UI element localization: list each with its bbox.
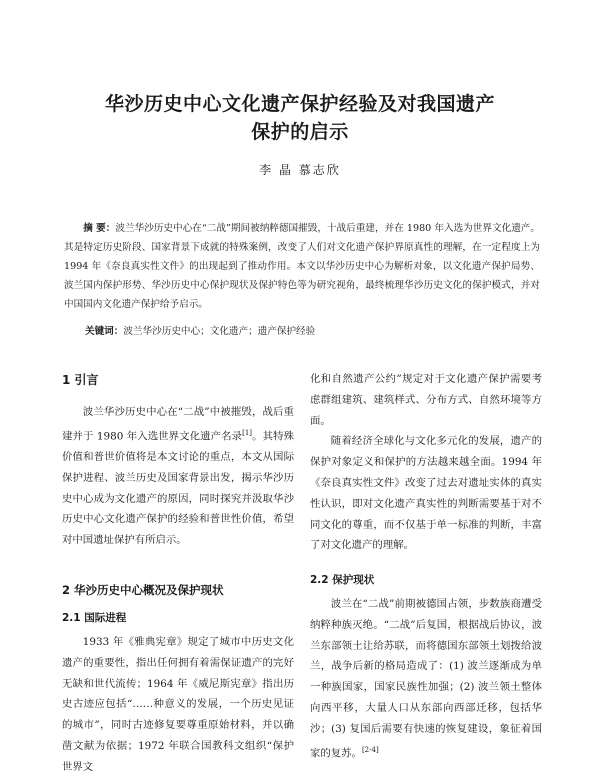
authors: 李 晶 慕志欣 bbox=[259, 163, 341, 177]
right-column-top bbox=[310, 369, 542, 556]
section-1-paragraph bbox=[62, 402, 294, 551]
keywords-label: 关键词： bbox=[85, 326, 124, 337]
section-2-1-body bbox=[62, 632, 294, 778]
keywords-text: 波兰华沙历史中心；文化遗产；遗产保护经验 bbox=[123, 326, 316, 337]
abstract bbox=[64, 219, 540, 314]
paper-title bbox=[40, 90, 560, 146]
section-2-2-heading: 2.2 保护现状 bbox=[310, 574, 375, 586]
citation-2-4: [2-4] bbox=[361, 745, 379, 754]
section-1-text-a: 波兰华沙历史中心在“二战”中被摧毁，战后重建并于 1980 年入选世界文化遗产名录 bbox=[62, 406, 294, 443]
section-2-1-paragraph: 1933 年《雅典宪章》规定了城市中历史文化遗产的重要性，指出任何拥有着需保证遗产的完好无缺和世代流传；1964 年《威尼斯宪章》指出历史古迹应包括“……种意义的发展，一个历史见证的城市”，同时古迹修复要尊重原始材料，并以确凿文献为依据；1972 年联合国教科文组织“保护世界文 bbox=[62, 636, 294, 773]
section-2-2-paragraph bbox=[310, 594, 542, 764]
section-2-heading: 2 华沙历史中心概况及保护现状 bbox=[62, 583, 224, 597]
section-2-2-body bbox=[310, 594, 542, 764]
section-1-text-b: 。其特殊价值和普世价值将是本文讨论的重点，本文从国际保护进程、波兰历史及国家背景出发，揭示华沙历史中心成为文化遗产的原因，同时探究并汲取华沙历史中心文化遗产保护的经验和普世性价值，希望对中国遗址保护有所启示。 bbox=[62, 430, 294, 547]
abstract-text: 波兰华沙历史中心在“二战”期间被纳粹德国摧毁，十战后重建，并在 1980 年入选为世界文化遗产。其是特定历史阶段、国家背景下成就的特殊案例，改变了人们对文化遗产保护界原真性的理解，在一定程度上为 1994 年《奈良真实性文件》的出现起到了推动作用。本文以华沙历史中心为解析对象，以文化遗产保护局势、波兰国内保护形势、华沙历史中心保护现状及保护特色等为研究视角，最终梳理华沙历史文化的保护模式，并对中国国内文化遗产保护给予启示。 bbox=[64, 223, 541, 310]
keywords bbox=[85, 323, 315, 337]
continued-paragraph: 化和自然遗产公约”规定对于文化遗产保护需要考虑群组建筑、建筑样式、分布方式、自然环境等方面。 bbox=[310, 373, 542, 427]
section-2-1-heading: 2.1 国际进程 bbox=[62, 612, 127, 624]
section-1-heading: 1 引言 bbox=[62, 373, 99, 387]
abstract-label: 摘 要： bbox=[83, 223, 116, 234]
section-2-2-text: 波兰在“二战”前期被德国占领，步数族商遭受纳粹种族灭绝。“二战”后复国，根据战后协议，波兰东部领土让给苏联，而将德国东部领土划拨给波兰，战争后新的格局造成了：(1) 波兰逐渐成为单一种族国家，国家民族性加强；(2) 波兰领土整体向西平移，大量人口从东部向西部迁移，包括华沙；(3) 复国后需要有快速的恢复建设，象征着国家的复苏。 bbox=[310, 598, 542, 760]
title-line-2: 保护的启示 bbox=[251, 121, 349, 143]
section-1-body bbox=[62, 402, 294, 551]
title-line-1: 华沙历史中心文化遗产保护经验及对我国遗产 bbox=[104, 93, 495, 115]
citation-1: [1] bbox=[242, 428, 253, 437]
section-2-1-paragraph-2: 随着经济全球化与文化多元化的发展，遗产的保护对象定义和保护的方法越来越全面。1994 年《奈良真实性文件》改变了过去对遗址实体的真实性认识，即对文化遗产真实性的判断需要基于对不同文化的尊重，而不仅基于单一标准的判断，丰富了对文化遗产的理解。 bbox=[310, 435, 542, 552]
